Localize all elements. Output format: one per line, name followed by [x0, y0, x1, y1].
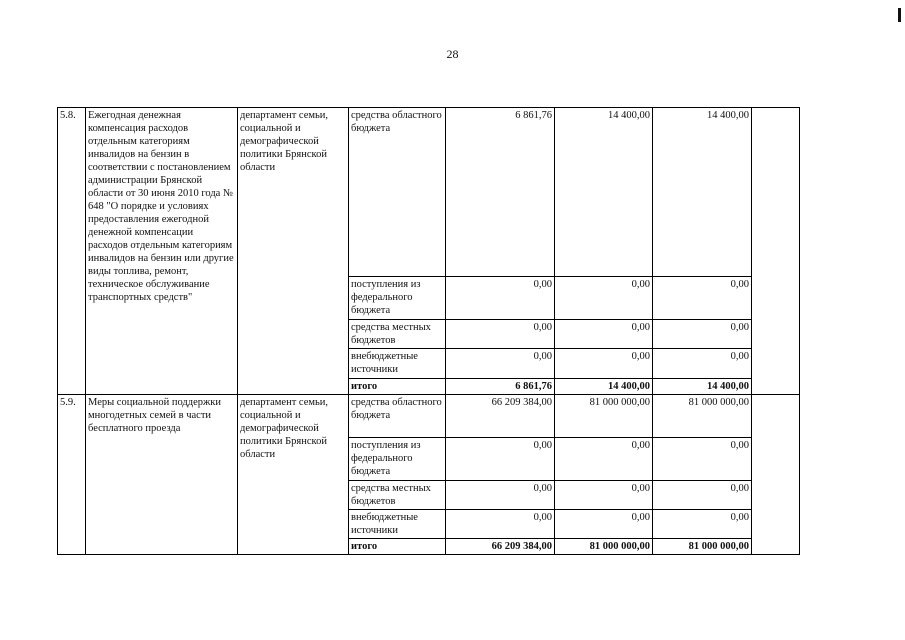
value-cell: 0,00: [653, 438, 752, 481]
value-cell: 0,00: [446, 320, 555, 349]
value-cell: 0,00: [653, 277, 752, 320]
source-label-cell: средства областного бюджета: [349, 395, 446, 438]
value-cell: 0,00: [555, 481, 653, 510]
value-cell: 0,00: [555, 320, 653, 349]
total-value-cell: 81 000 000,00: [653, 539, 752, 555]
empty-cell: [752, 108, 800, 395]
scan-artifact-strip: [0, 8, 905, 22]
value-cell: 0,00: [446, 438, 555, 481]
value-cell: 81 000 000,00: [555, 395, 653, 438]
value-cell: 14 400,00: [653, 108, 752, 277]
value-cell: 0,00: [446, 510, 555, 539]
value-cell: 0,00: [446, 349, 555, 379]
value-cell: 0,00: [653, 320, 752, 349]
source-label-cell: внебюджетные источники: [349, 349, 446, 379]
total-value-cell: 66 209 384,00: [446, 539, 555, 555]
value-cell: 0,00: [446, 481, 555, 510]
total-value-cell: 6 861,76: [446, 379, 555, 395]
empty-cell: [752, 395, 800, 555]
value-cell: 0,00: [653, 349, 752, 379]
value-cell: 14 400,00: [555, 108, 653, 277]
executor-cell: департамент семьи, социальной и демографической политики Брянской области: [238, 108, 349, 395]
page-number: 28: [446, 47, 459, 61]
total-value-cell: 81 000 000,00: [555, 539, 653, 555]
measure-name-cell: Ежегодная денежная компенсация расходов отдельным категориям инвалидов на бензин в соответствии с постановлением администрации Брянской области от 30 июня 2010 года № 648 "О порядке и условиях предоставления ежегодной денежной компенсации расходов отдельным категориям инвалидов на бензин или другие виды топлива, ремонт, техническое обслуживание транспортных средств": [86, 108, 238, 395]
source-label-cell: средства местных бюджетов: [349, 320, 446, 349]
source-label-cell: внебюджетные источники: [349, 510, 446, 539]
total-label-cell: итого: [349, 539, 446, 555]
measure-name-cell: Меры социальной поддержки многодетных семей в части бесплатного проезда: [86, 395, 238, 555]
value-cell: 0,00: [653, 481, 752, 510]
total-label-cell: итого: [349, 379, 446, 395]
table-row: [58, 395, 800, 438]
source-label-cell: средства областного бюджета: [349, 108, 446, 277]
value-cell: 0,00: [653, 510, 752, 539]
total-value-cell: 14 400,00: [653, 379, 752, 395]
value-cell: 0,00: [555, 438, 653, 481]
value-cell: 81 000 000,00: [653, 395, 752, 438]
value-cell: 0,00: [555, 349, 653, 379]
value-cell: 0,00: [446, 277, 555, 320]
source-label-cell: поступления из федерального бюджета: [349, 277, 446, 320]
budget-table: [57, 107, 800, 555]
source-label-cell: средства местных бюджетов: [349, 481, 446, 510]
value-cell: 0,00: [555, 277, 653, 320]
item-number-cell: 5.8.: [58, 108, 86, 395]
source-label-cell: поступления из федерального бюджета: [349, 438, 446, 481]
item-number-cell: 5.9.: [58, 395, 86, 555]
value-cell: 0,00: [555, 510, 653, 539]
value-cell: 66 209 384,00: [446, 395, 555, 438]
total-value-cell: 14 400,00: [555, 379, 653, 395]
executor-cell: департамент семьи, социальной и демографической политики Брянской области: [238, 395, 349, 555]
value-cell: 6 861,76: [446, 108, 555, 277]
table-row: [58, 108, 800, 277]
scan-edge-mark: [898, 8, 901, 22]
